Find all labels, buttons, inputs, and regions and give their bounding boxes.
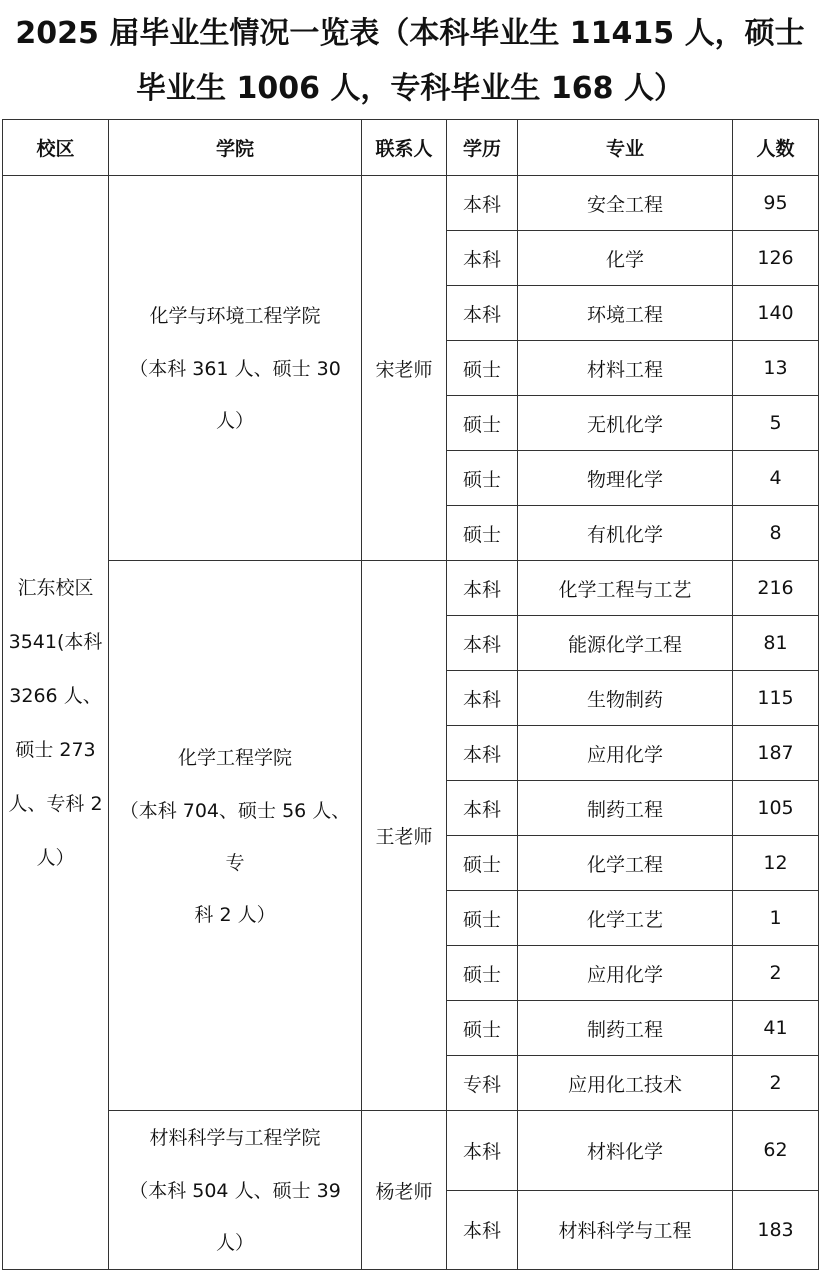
degree-cell: 硕士 xyxy=(447,506,518,561)
major-cell: 材料科学与工程 xyxy=(518,1190,733,1270)
major-cell: 能源化学工程 xyxy=(518,616,733,671)
title-line-2: 毕业生 1006 人，专科毕业生 168 人） xyxy=(136,71,684,106)
header-college: 学院 xyxy=(109,120,362,176)
major-cell: 化学工程与工艺 xyxy=(518,561,733,616)
count-cell: 2 xyxy=(733,946,819,1001)
campus-line: 人、专科 2 xyxy=(8,792,103,815)
degree-cell: 硕士 xyxy=(447,946,518,1001)
graduate-table xyxy=(2,119,819,1270)
degree-cell: 本科 xyxy=(447,1111,518,1191)
table-row xyxy=(3,176,819,231)
major-cell: 生物制药 xyxy=(518,671,733,726)
header-count: 人数 xyxy=(733,120,819,176)
degree-cell: 硕士 xyxy=(447,451,518,506)
campus-line: 汇东校区 xyxy=(17,576,94,599)
count-cell: 105 xyxy=(733,781,819,836)
table-row xyxy=(3,1111,819,1191)
contact-cell: 杨老师 xyxy=(362,1111,447,1270)
degree-cell: 专科 xyxy=(447,1056,518,1111)
degree-cell: 硕士 xyxy=(447,396,518,451)
degree-cell: 本科 xyxy=(447,1190,518,1270)
degree-cell: 硕士 xyxy=(447,836,518,891)
degree-cell: 本科 xyxy=(447,616,518,671)
contact-cell: 宋老师 xyxy=(362,176,447,561)
college-summary: 科 2 人） xyxy=(194,903,276,926)
college-name: 化学工程学院 xyxy=(177,746,292,769)
degree-cell: 本科 xyxy=(447,176,518,231)
major-cell: 安全工程 xyxy=(518,176,733,231)
major-cell: 材料化学 xyxy=(518,1111,733,1191)
campus-line: 3541(本科 xyxy=(8,630,103,653)
major-cell: 应用化学 xyxy=(518,946,733,1001)
college-summary: （本科 504 人、硕士 39 人） xyxy=(129,1180,341,1254)
count-cell: 126 xyxy=(733,231,819,286)
count-cell: 8 xyxy=(733,506,819,561)
college-cell xyxy=(109,1111,362,1270)
table-header-row xyxy=(3,120,819,176)
degree-cell: 硕士 xyxy=(447,891,518,946)
college-name: 化学与环境工程学院 xyxy=(149,305,321,327)
count-cell: 1 xyxy=(733,891,819,946)
major-cell: 材料工程 xyxy=(518,341,733,396)
count-cell: 41 xyxy=(733,1001,819,1056)
count-cell: 183 xyxy=(733,1190,819,1270)
count-cell: 187 xyxy=(733,726,819,781)
degree-cell: 硕士 xyxy=(447,1001,518,1056)
major-cell: 化学工艺 xyxy=(518,891,733,946)
header-major: 专业 xyxy=(518,120,733,176)
table-row xyxy=(3,561,819,616)
campus-cell xyxy=(3,176,109,1270)
count-cell: 13 xyxy=(733,341,819,396)
campus-line: 3266 人、 xyxy=(9,684,102,707)
title-line-1: 2025 届毕业生情况一览表（本科毕业生 11415 人，硕士 xyxy=(15,16,805,51)
header-campus: 校区 xyxy=(3,120,109,176)
major-cell: 化学工程 xyxy=(518,836,733,891)
degree-cell: 本科 xyxy=(447,561,518,616)
count-cell: 2 xyxy=(733,1056,819,1111)
college-summary: （本科 704、硕士 56 人、专 xyxy=(119,799,351,874)
college-cell xyxy=(109,176,362,561)
major-cell: 有机化学 xyxy=(518,506,733,561)
major-cell: 制药工程 xyxy=(518,781,733,836)
college-summary: （本科 361 人、硕士 30 人） xyxy=(129,358,341,432)
degree-cell: 本科 xyxy=(447,671,518,726)
header-degree: 学历 xyxy=(447,120,518,176)
count-cell: 5 xyxy=(733,396,819,451)
degree-cell: 本科 xyxy=(447,726,518,781)
major-cell: 制药工程 xyxy=(518,1001,733,1056)
major-cell: 环境工程 xyxy=(518,286,733,341)
degree-cell: 本科 xyxy=(447,286,518,341)
page-title xyxy=(0,0,820,111)
contact-cell: 王老师 xyxy=(362,561,447,1111)
campus-line: 硕士 273 xyxy=(15,738,96,761)
header-contact: 联系人 xyxy=(362,120,447,176)
count-cell: 81 xyxy=(733,616,819,671)
major-cell: 应用化学 xyxy=(518,726,733,781)
major-cell: 物理化学 xyxy=(518,451,733,506)
count-cell: 4 xyxy=(733,451,819,506)
campus-line: 人） xyxy=(36,846,75,869)
college-cell xyxy=(109,561,362,1111)
count-cell: 12 xyxy=(733,836,819,891)
major-cell: 无机化学 xyxy=(518,396,733,451)
count-cell: 140 xyxy=(733,286,819,341)
count-cell: 216 xyxy=(733,561,819,616)
major-cell: 应用化工技术 xyxy=(518,1056,733,1111)
degree-cell: 本科 xyxy=(447,781,518,836)
count-cell: 62 xyxy=(733,1111,819,1191)
degree-cell: 本科 xyxy=(447,231,518,286)
count-cell: 95 xyxy=(733,176,819,231)
count-cell: 115 xyxy=(733,671,819,726)
college-name: 材料科学与工程学院 xyxy=(149,1127,321,1149)
degree-cell: 硕士 xyxy=(447,341,518,396)
major-cell: 化学 xyxy=(518,231,733,286)
